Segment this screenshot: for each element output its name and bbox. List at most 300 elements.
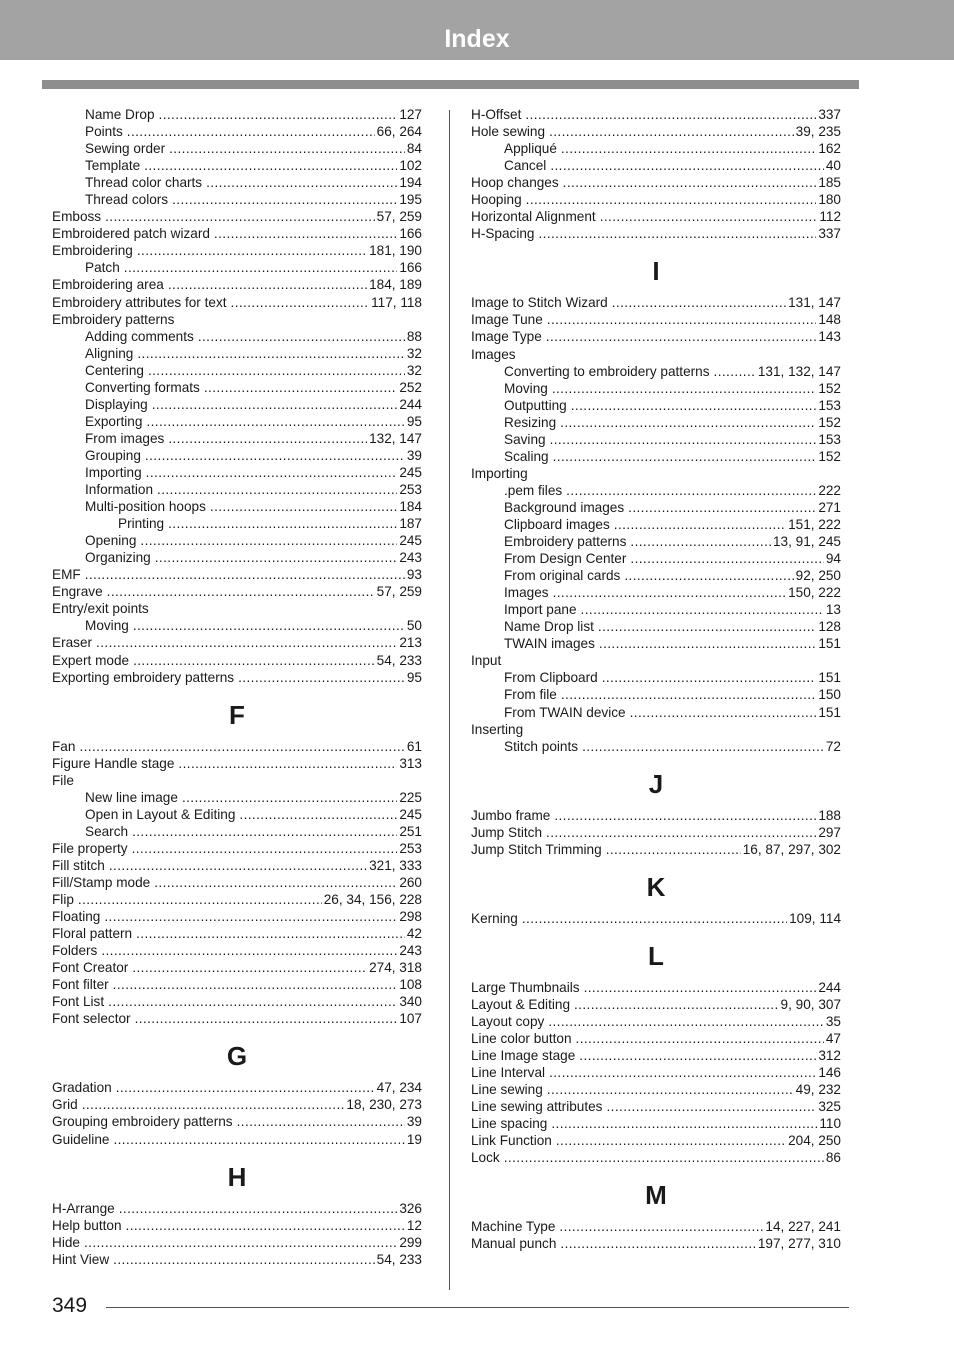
index-entry — [52, 413, 422, 430]
leader-dots — [584, 979, 817, 996]
column-divider — [449, 110, 450, 1290]
index-pages: 243 — [399, 550, 422, 566]
leader-dots — [546, 328, 817, 345]
section-letter: I — [652, 256, 660, 287]
index-entry — [52, 430, 422, 447]
index-entry — [471, 618, 841, 635]
index-entry — [52, 242, 422, 259]
index-term: Name Drop list — [504, 619, 594, 635]
index-entry — [471, 123, 841, 140]
leader-dots — [598, 618, 816, 635]
index-pages: 253 — [399, 840, 422, 856]
leader-dots — [599, 635, 816, 652]
index-term: Embroidery patterns — [52, 311, 175, 327]
section-letter: K — [646, 871, 666, 902]
index-entry — [471, 567, 841, 584]
leader-dots — [198, 328, 405, 345]
index-term: Floral pattern — [52, 926, 133, 942]
index-entry — [471, 584, 841, 601]
index-pages: 180 — [818, 192, 841, 208]
leader-dots — [714, 363, 756, 380]
leader-dots — [624, 567, 793, 584]
index-entry — [471, 465, 841, 482]
index-entry — [52, 874, 422, 891]
index-term: Scaling — [504, 448, 549, 464]
index-entry — [52, 174, 422, 191]
leader-dots — [116, 1079, 375, 1096]
index-term: Hint View — [52, 1251, 110, 1267]
index-entry — [471, 363, 841, 380]
index-entry — [52, 942, 422, 959]
index-entry — [52, 106, 422, 123]
leader-dots — [581, 601, 824, 618]
index-term: Lock — [471, 1150, 500, 1166]
leader-dots — [79, 738, 404, 755]
leader-dots — [630, 704, 817, 721]
index-entry — [471, 1132, 841, 1149]
index-pages: 16, 87, 297, 302 — [742, 841, 841, 857]
index-term: Font Creator — [52, 960, 129, 976]
index-pages: 151, 222 — [788, 516, 841, 532]
leader-dots — [525, 106, 816, 123]
index-entry — [471, 174, 841, 191]
leader-dots — [560, 1235, 755, 1252]
index-entry — [52, 617, 422, 634]
index-pages: 184 — [399, 499, 422, 515]
index-term: Importing — [471, 465, 528, 481]
index-pages: 54, 233 — [376, 1251, 422, 1267]
section-letter: M — [645, 1180, 667, 1211]
index-entry — [471, 1235, 841, 1252]
index-entry — [471, 431, 841, 448]
index-pages: 84 — [406, 141, 422, 157]
index-pages: 337 — [818, 226, 841, 242]
leader-dots — [563, 174, 817, 191]
index-term: EMF — [52, 567, 81, 583]
leader-dots — [550, 431, 817, 448]
index-entry — [471, 225, 841, 242]
index-term: From original cards — [504, 568, 621, 584]
index-entry — [471, 1115, 841, 1132]
leader-dots — [547, 1081, 794, 1098]
index-pages: 251 — [399, 823, 422, 839]
index-term: Displaying — [85, 396, 148, 412]
index-pages: 86 — [825, 1150, 841, 1166]
footer-rule — [106, 1307, 849, 1308]
index-term: Image to Stitch Wizard — [471, 295, 608, 311]
leader-dots — [204, 379, 397, 396]
index-entry — [471, 157, 841, 174]
index-term: Multi-position hoops — [85, 499, 206, 515]
index-entry — [471, 294, 841, 311]
leader-dots — [231, 294, 370, 311]
leader-dots — [551, 1115, 817, 1132]
index-pages: 213 — [399, 635, 422, 651]
index-pages: 131, 147 — [788, 295, 841, 311]
index-term: Font List — [52, 994, 105, 1010]
header-bar — [0, 0, 954, 60]
index-entry — [52, 652, 422, 669]
index-pages: 197, 277, 310 — [757, 1236, 841, 1252]
index-pages: 162 — [818, 141, 841, 157]
index-pages: 153 — [818, 431, 841, 447]
index-pages: 312 — [818, 1048, 841, 1064]
index-entry — [52, 857, 422, 874]
page-number: 349 — [52, 1294, 88, 1317]
index-entry — [52, 157, 422, 174]
index-pages: 150, 222 — [788, 585, 841, 601]
index-pages: 35 — [825, 1013, 841, 1029]
leader-dots — [579, 1047, 816, 1064]
index-pages: 313 — [399, 755, 422, 771]
index-pages: 222 — [818, 482, 841, 498]
index-pages: 88 — [406, 328, 422, 344]
leader-dots — [135, 1010, 398, 1027]
index-entry — [52, 1217, 422, 1234]
index-pages: 152 — [818, 380, 841, 396]
index-term: Clipboard images — [504, 516, 610, 532]
index-pages: 66, 264 — [376, 124, 422, 140]
index-term: Printing — [118, 516, 165, 532]
index-entry — [52, 1234, 422, 1251]
leader-dots — [559, 1218, 763, 1235]
leader-dots — [137, 242, 367, 259]
index-term: Hoop changes — [471, 175, 559, 191]
leader-dots — [556, 1132, 786, 1149]
index-term: Layout copy — [471, 1013, 545, 1029]
leader-dots — [82, 1096, 345, 1113]
index-term: Line sewing — [471, 1082, 543, 1098]
leader-dots — [178, 755, 397, 772]
index-pages: 26, 34, 156, 228 — [323, 892, 422, 908]
leader-dots — [552, 380, 816, 397]
index-term: Line Image stage — [471, 1048, 576, 1064]
index-pages: 194 — [399, 175, 422, 191]
index-pages: 47, 234 — [376, 1080, 422, 1096]
index-entry — [52, 515, 422, 532]
index-pages: 32 — [406, 362, 422, 378]
index-entry — [471, 841, 841, 858]
leader-dots — [145, 447, 405, 464]
page-title: Index — [444, 25, 510, 53]
leader-dots — [602, 669, 817, 686]
index-entry — [52, 1113, 422, 1130]
index-term: Cancel — [504, 158, 547, 174]
index-pages: 39 — [406, 447, 422, 463]
index-term: Hide — [52, 1234, 80, 1250]
index-pages: 13, 91, 245 — [772, 534, 841, 550]
leader-dots — [127, 123, 375, 140]
leader-dots — [96, 634, 397, 651]
index-term: Eraser — [52, 635, 93, 651]
index-term: File — [52, 772, 74, 788]
index-term: Hole sewing — [471, 124, 546, 140]
index-term: Horizontal Alignment — [471, 209, 596, 225]
section-letter: J — [648, 768, 664, 799]
leader-dots — [78, 891, 322, 908]
index-term: Kerning — [471, 910, 518, 926]
index-pages: 57, 259 — [376, 209, 422, 225]
index-pages: 112 — [819, 209, 841, 225]
index-pages: 245 — [399, 806, 422, 822]
index-term: Figure Handle stage — [52, 755, 175, 771]
index-pages: 152 — [818, 448, 841, 464]
index-term: Moving — [504, 380, 548, 396]
header-rule — [42, 80, 859, 89]
index-pages: 298 — [399, 909, 422, 925]
leader-dots — [148, 362, 405, 379]
leader-dots — [538, 225, 816, 242]
index-pages: 195 — [399, 192, 422, 208]
index-term: Embroidering — [52, 243, 133, 259]
index-pages: 110 — [819, 1116, 841, 1132]
index-term: Fill/Stamp mode — [52, 874, 151, 890]
index-term: Grouping — [85, 447, 141, 463]
leader-dots — [239, 806, 397, 823]
index-entry — [471, 669, 841, 686]
index-term: Grid — [52, 1097, 78, 1113]
index-entry — [52, 840, 422, 857]
leader-dots — [628, 499, 816, 516]
index-entry — [471, 824, 841, 841]
index-term: Line spacing — [471, 1116, 548, 1132]
leader-dots — [553, 584, 787, 601]
leader-dots — [154, 874, 397, 891]
index-entry — [52, 891, 422, 908]
index-pages: 49, 232 — [795, 1082, 841, 1098]
index-pages: 225 — [399, 789, 422, 805]
index-term: Folders — [52, 943, 98, 959]
leader-dots — [606, 1098, 816, 1115]
leader-dots — [549, 123, 794, 140]
index-entry — [471, 533, 841, 550]
index-term: Jumbo frame — [471, 807, 551, 823]
index-pages: 188 — [818, 807, 841, 823]
index-entry — [52, 447, 422, 464]
leader-dots — [606, 841, 741, 858]
index-pages: 19 — [406, 1131, 422, 1147]
leader-dots — [126, 1217, 405, 1234]
index-term: Exporting embroidery patterns — [52, 669, 235, 685]
index-pages: 184, 189 — [369, 277, 422, 293]
section-letter: L — [648, 940, 664, 971]
index-term: Emboss — [52, 209, 102, 225]
index-pages: 9, 90, 307 — [780, 996, 841, 1012]
leader-dots — [136, 925, 405, 942]
index-term: Exporting — [85, 413, 143, 429]
index-entry — [471, 721, 841, 738]
leader-dots — [561, 140, 816, 157]
index-term: From Clipboard — [504, 670, 598, 686]
index-entry — [52, 823, 422, 840]
index-entry — [52, 294, 422, 311]
index-entry — [471, 1218, 841, 1235]
index-term: Template — [85, 158, 141, 174]
index-entry — [52, 379, 422, 396]
leader-dots — [109, 857, 367, 874]
leader-dots — [630, 550, 823, 567]
leader-dots — [526, 191, 817, 208]
index-pages: 14, 227, 241 — [765, 1219, 841, 1235]
index-term: Manual punch — [471, 1236, 557, 1252]
index-pages: 166 — [399, 226, 422, 242]
index-term: Flip — [52, 892, 74, 908]
index-entry — [471, 601, 841, 618]
leader-dots — [119, 1200, 398, 1217]
index-pages: 18, 230, 273 — [346, 1097, 422, 1113]
index-entry — [471, 106, 841, 123]
index-pages: 260 — [399, 874, 422, 890]
index-entry — [52, 1096, 422, 1113]
index-entry — [52, 328, 422, 345]
index-term: Thread color charts — [85, 175, 203, 191]
index-term: Name Drop — [85, 107, 155, 122]
index-entry — [471, 910, 841, 927]
leader-dots — [133, 652, 375, 669]
index-entry — [52, 549, 422, 566]
index-pages: 151 — [818, 670, 841, 686]
index-pages: 13 — [825, 602, 841, 618]
index-entry — [471, 635, 841, 652]
index-pages: 39, 235 — [795, 124, 841, 140]
index-entry — [52, 806, 422, 823]
index-term: Hooping — [471, 192, 522, 208]
index-pages: 181, 190 — [369, 243, 422, 259]
index-term: Image Type — [471, 329, 542, 345]
index-pages: 321, 333 — [369, 857, 422, 873]
index-entry — [52, 993, 422, 1010]
index-pages: 245 — [399, 464, 422, 480]
index-pages: 117, 118 — [371, 294, 422, 310]
index-term: Centering — [85, 362, 144, 378]
index-pages: 151 — [818, 636, 841, 652]
leader-dots — [140, 532, 397, 549]
index-entry — [471, 1064, 841, 1081]
index-entry — [52, 208, 422, 225]
index-pages: 143 — [818, 329, 841, 345]
index-pages: 32 — [406, 345, 422, 361]
leader-dots — [237, 1113, 405, 1130]
index-pages: 95 — [406, 413, 422, 429]
leader-dots — [614, 516, 786, 533]
index-entry — [471, 1047, 841, 1064]
index-entry — [471, 208, 841, 225]
index-pages: 92, 250 — [795, 568, 841, 584]
index-pages: 244 — [399, 396, 422, 412]
index-entry — [52, 225, 422, 242]
index-entry — [52, 908, 422, 925]
index-term: Font filter — [52, 977, 109, 993]
index-pages: 61 — [406, 738, 422, 754]
index-pages: 50 — [406, 618, 422, 634]
index-entry — [471, 1149, 841, 1166]
index-pages: 93 — [406, 567, 422, 583]
index-term: Guideline — [52, 1131, 110, 1147]
index-term: H-Spacing — [471, 226, 535, 242]
index-pages: 185 — [818, 175, 841, 191]
index-term: Fan — [52, 738, 76, 754]
index-term: Layout & Editing — [471, 996, 570, 1012]
index-term: Jump Stitch Trimming — [471, 841, 602, 857]
index-entry — [52, 959, 422, 976]
leader-dots — [84, 1234, 397, 1251]
index-term: Adding comments — [85, 328, 194, 344]
index-entry — [52, 345, 422, 362]
index-term: Line Interval — [471, 1065, 546, 1081]
leader-dots — [504, 1149, 824, 1166]
index-entry — [52, 396, 422, 413]
leader-dots — [210, 498, 397, 515]
index-pages: 12 — [406, 1217, 422, 1233]
index-term: Line color button — [471, 1030, 572, 1046]
index-term: Patch — [85, 260, 120, 276]
index-term: Importing — [85, 464, 142, 480]
index-pages: 325 — [818, 1099, 841, 1115]
index-term: Embroidery patterns — [504, 534, 627, 550]
section-letter: H — [227, 1161, 247, 1192]
index-pages: 253 — [399, 482, 422, 498]
index-entry — [52, 772, 422, 789]
section-letter: G — [226, 1041, 248, 1072]
leader-dots — [124, 259, 398, 276]
index-entry — [52, 1200, 422, 1217]
index-entry — [52, 583, 422, 600]
leader-dots — [146, 413, 404, 430]
index-term: From Design Center — [504, 551, 627, 567]
leader-dots — [132, 840, 398, 857]
index-entry — [52, 600, 422, 617]
index-pages: 252 — [399, 379, 422, 395]
index-term: Help button — [52, 1217, 122, 1233]
index-entry — [471, 979, 841, 996]
leader-dots — [101, 942, 397, 959]
index-entry — [471, 499, 841, 516]
index-pages: 299 — [399, 1234, 422, 1250]
leader-dots — [576, 1030, 824, 1047]
leader-dots — [182, 789, 397, 806]
index-entry — [52, 1131, 422, 1148]
leader-dots — [144, 157, 397, 174]
index-column-left — [52, 106, 422, 1268]
index-entry — [471, 414, 841, 431]
index-entry — [471, 140, 841, 157]
index-pages: 271 — [818, 499, 841, 515]
index-term: Points — [85, 124, 123, 140]
index-pages: 109, 114 — [789, 910, 841, 926]
index-term: Thread colors — [85, 192, 169, 208]
index-term: Opening — [85, 533, 137, 549]
index-term: Information — [85, 482, 154, 498]
index-pages: 244 — [818, 979, 841, 995]
index-pages: 245 — [399, 533, 422, 549]
index-term: Open in Layout & Editing — [85, 806, 236, 822]
index-term: Input — [471, 653, 502, 669]
index-entry — [471, 328, 841, 345]
index-pages: 42 — [406, 926, 422, 942]
index-term: Line sewing attributes — [471, 1099, 603, 1115]
index-pages: 340 — [399, 994, 422, 1010]
index-term: File property — [52, 840, 128, 856]
index-entry — [52, 976, 422, 993]
leader-dots — [612, 294, 786, 311]
leader-dots — [146, 464, 398, 481]
index-pages: 148 — [818, 312, 841, 328]
index-entry — [52, 276, 422, 293]
index-term: Embroidering area — [52, 277, 164, 293]
index-entry — [52, 532, 422, 549]
leader-dots — [108, 993, 397, 1010]
index-pages: 187 — [399, 516, 422, 532]
